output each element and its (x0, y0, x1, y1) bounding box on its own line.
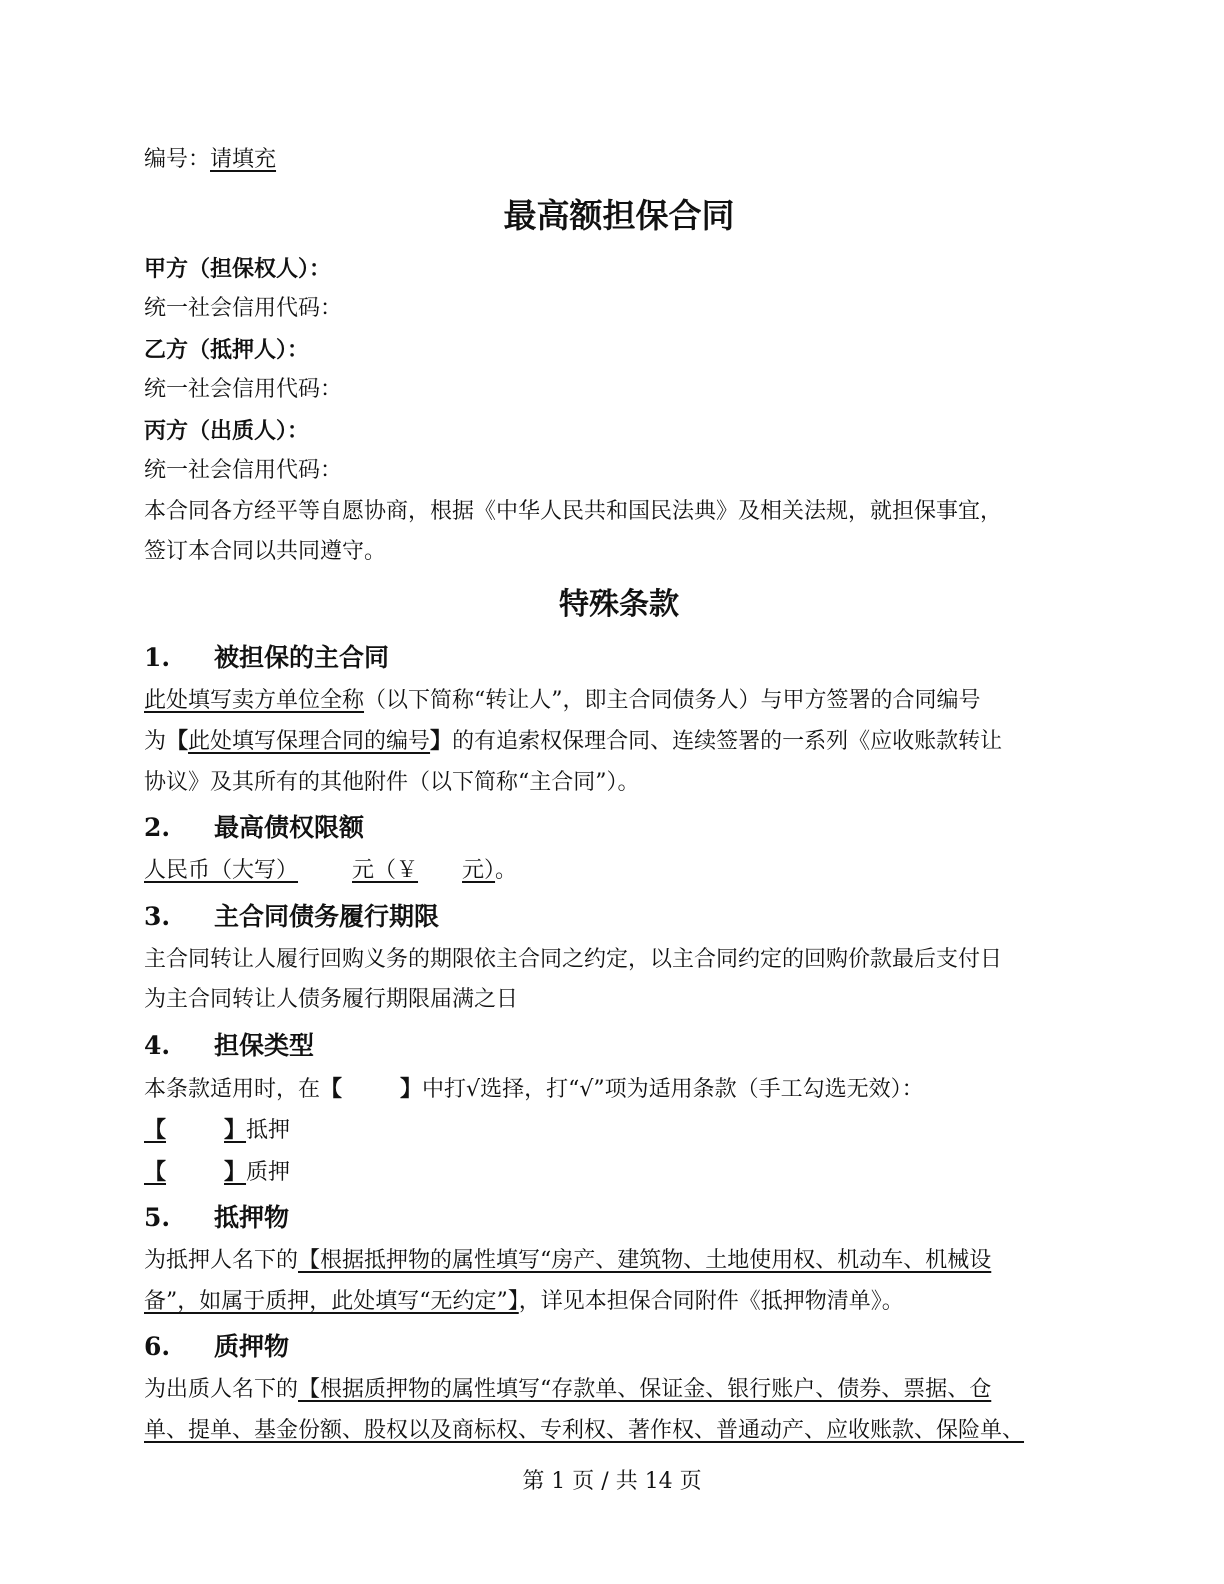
amount-words-label: 人民币（大写） (144, 858, 299, 883)
clause-text: 。 (495, 858, 518, 883)
clause-5-line-2 (144, 1282, 1094, 1323)
clause-number: 3. (144, 901, 171, 931)
preamble-line-1: 本合同各方经平等自愿协商，根据《中华人民共和国民法典》及相关法规，就担保事宜， (144, 498, 1003, 524)
document-title: 最高额担保合同 (503, 195, 735, 235)
party-c-credit-code: 统一社会信用代码： (144, 458, 343, 483)
clause-5-line-1 (144, 1241, 1094, 1282)
special-terms-heading: 特殊条款 (559, 586, 679, 622)
clause-number: 1. (144, 642, 171, 672)
clause-title: 质押物 (214, 1332, 290, 1361)
clause-number: 4. (144, 1030, 171, 1060)
clause-text: ，详见本担保合同附件《抵押物清单》。 (518, 1288, 904, 1314)
contract-number-label: 编号： (144, 147, 211, 172)
factoring-contract-number-field[interactable]: 此处填写保理合同的编号 (188, 729, 431, 754)
clause-title: 担保类型 (214, 1030, 315, 1060)
mortgage-property-field[interactable]: 【根据抵押物的属性填写“房产、建筑物、土地使用权、机动车、机械设 (298, 1248, 992, 1273)
option-label: 质押 (246, 1159, 291, 1185)
bracket-close: 】 (430, 728, 453, 754)
clause-3-line-1: 主合同转让人履行回购义务的期限依主合同之约定，以主合同约定的回购价款最后支付日 (144, 946, 1003, 972)
clause-4-heading (144, 1023, 1094, 1069)
party-a-credit-code: 统一社会信用代码： (144, 296, 343, 321)
party-b-label: 乙方（抵押人）： (144, 336, 310, 363)
clause-text: 为出质人名下的 (144, 1377, 299, 1402)
clause-1-line-2 (144, 721, 1094, 763)
clause-text: 中打√选择，打“√”项为适用条款（手工勾选无效）： (422, 1076, 924, 1102)
clause-6-line-1 (144, 1370, 1094, 1411)
pledge-property-field-cont[interactable]: 单、提单、基金份额、股权以及商标权、专利权、著作权、普通动产、应收账款、保险单、 (144, 1417, 1025, 1443)
clause-title: 主合同债务履行期限 (214, 901, 440, 931)
clause-text: （以下简称“转让人”，即主合同债务人）与甲方签署的合同编号 (364, 687, 981, 713)
clause-6-line-2 (144, 1411, 1094, 1452)
bracket-open: 【 (166, 728, 189, 754)
clause-3-line-2: 为主合同转让人债务履行期限届满之日 (144, 987, 519, 1012)
clause-title: 被担保的主合同 (214, 642, 390, 672)
clause-text: 本条款适用时，在 (144, 1076, 321, 1102)
bracket-open: 【 (144, 1158, 167, 1185)
clause-2-line-1 (144, 851, 1094, 892)
clause-text: 为抵押人名下的 (144, 1248, 299, 1273)
party-a-label: 甲方（担保权人）： (144, 255, 332, 282)
clause-1-heading (144, 635, 1094, 681)
amount-unit-label: 元） (462, 858, 496, 883)
credit-limit-field[interactable] (144, 858, 495, 883)
clause-number: 5. (144, 1203, 171, 1232)
party-b-credit-code: 统一社会信用代码： (144, 377, 343, 402)
clause-text: 为 (144, 729, 167, 754)
clause-number: 6. (144, 1332, 171, 1361)
clause-1-line-1 (144, 681, 1094, 722)
amount-figures-label: 元（￥ (352, 858, 419, 883)
bracket-open: 【 (144, 1117, 167, 1143)
clause-number: 2. (144, 813, 171, 842)
mortgage-property-field-cont[interactable]: 备”，如属于质押，此处填写“无约定”】 (144, 1288, 519, 1314)
seller-name-field[interactable]: 此处填写卖方单位全称 (144, 687, 365, 713)
clause-2-heading (144, 805, 1094, 851)
party-c-label: 丙方（出质人）： (144, 417, 310, 444)
clause-title: 抵押物 (214, 1203, 290, 1232)
bracket-close: 】 (224, 1158, 247, 1185)
page-footer: 第 1 页 / 共 14 页 (522, 1469, 702, 1494)
clause-6-heading (144, 1324, 1094, 1370)
bracket-close: 】 (400, 1075, 423, 1102)
pledge-checkbox[interactable] (144, 1159, 246, 1185)
document-body (144, 140, 1094, 1451)
clause-title: 最高债权限额 (214, 813, 365, 842)
preamble-line-2: 签订本合同以共同遵守。 (144, 539, 387, 564)
option-label: 抵押 (246, 1118, 291, 1143)
clause-3-heading (144, 894, 1094, 940)
pledge-property-field[interactable]: 【根据质押物的属性填写“存款单、保证金、银行账户、债券、票据、仓 (298, 1377, 992, 1402)
clause-4-line-1 (144, 1069, 1094, 1111)
bracket-open: 【 (320, 1075, 343, 1102)
bracket-close: 】 (224, 1117, 247, 1143)
clause-5-heading (144, 1195, 1094, 1241)
guarantee-option-mortgage (144, 1110, 1094, 1152)
clause-1-line-3: 协议》及其所有的其他附件（以下简称“主合同”）。 (144, 769, 640, 795)
contract-number-line (144, 140, 1094, 181)
contract-number-field[interactable]: 请填充 (210, 147, 277, 172)
clause-text: 的有追索权保理合同、连续签署的一系列《应收账款转让 (452, 729, 1003, 754)
mortgage-checkbox[interactable] (144, 1117, 246, 1143)
guarantee-option-pledge (144, 1152, 1094, 1194)
